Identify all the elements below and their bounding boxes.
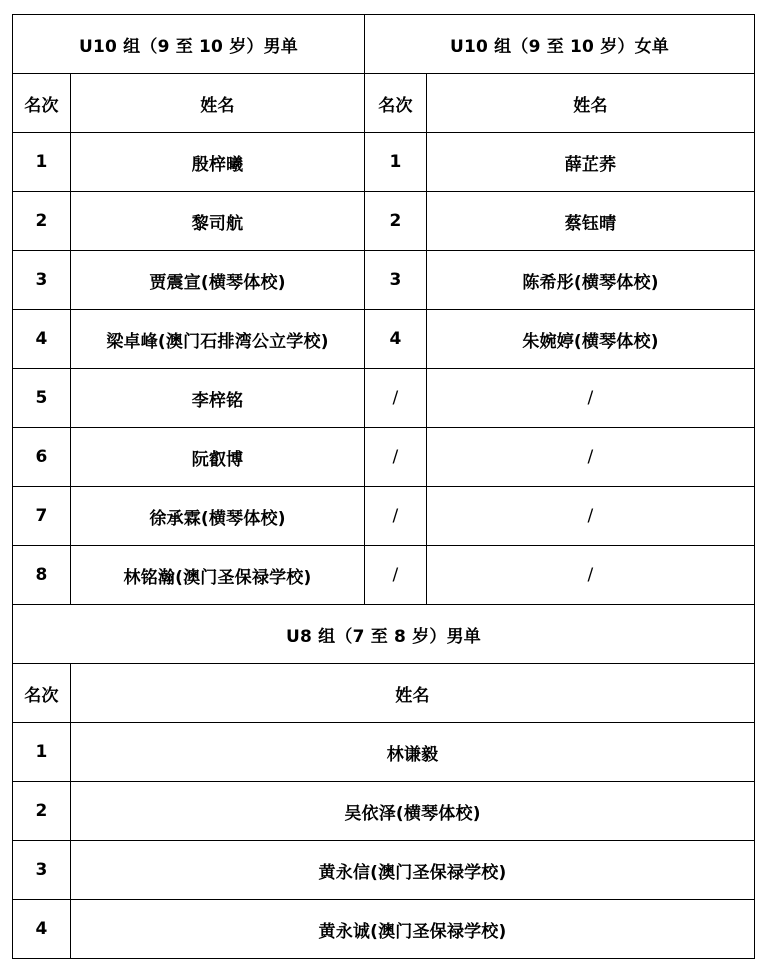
u8-rank: 3 [13, 841, 71, 900]
boy-name: 李梓铭 [71, 369, 365, 428]
u8-name: 林谦毅 [71, 723, 755, 782]
girl-name: / [427, 546, 755, 605]
girl-rank: / [365, 487, 427, 546]
boy-rank: 8 [13, 546, 71, 605]
u8-header-row [13, 664, 755, 723]
girl-name: 蔡钰晴 [427, 192, 755, 251]
girl-name: / [427, 369, 755, 428]
u8-rank-header: 名次 [13, 664, 71, 723]
boy-rank: 7 [13, 487, 71, 546]
u8-rank: 1 [13, 723, 71, 782]
girl-name: 薛芷荞 [427, 133, 755, 192]
table-row [13, 546, 755, 605]
boy-name: 殷梓曦 [71, 133, 365, 192]
u8-title-row [13, 605, 755, 664]
boy-rank: 3 [13, 251, 71, 310]
girl-name: / [427, 428, 755, 487]
boys-name-header: 姓名 [71, 74, 365, 133]
table-row [13, 192, 755, 251]
girl-rank: 2 [365, 192, 427, 251]
girl-rank: 1 [365, 133, 427, 192]
girls-name-header: 姓名 [427, 74, 755, 133]
u10-header-row [13, 74, 755, 133]
girl-rank: 4 [365, 310, 427, 369]
girls-rank-header: 名次 [365, 74, 427, 133]
girl-rank: / [365, 428, 427, 487]
boy-name: 阮叡博 [71, 428, 365, 487]
u10-girls-title: U10 组（9 至 10 岁）女单 [365, 15, 755, 74]
girl-rank: 3 [365, 251, 427, 310]
table-row [13, 841, 755, 900]
girl-rank: / [365, 546, 427, 605]
table-row [13, 369, 755, 428]
table-row [13, 487, 755, 546]
girl-name: 陈希彤(横琴体校) [427, 251, 755, 310]
u10-title-row [13, 15, 755, 74]
u8-name: 黄永诚(澳门圣保禄学校) [71, 900, 755, 959]
boy-name: 林铭瀚(澳门圣保禄学校) [71, 546, 365, 605]
boy-rank: 6 [13, 428, 71, 487]
u8-title: U8 组（7 至 8 岁）男单 [13, 605, 755, 664]
girl-name: 朱婉婷(横琴体校) [427, 310, 755, 369]
table-row [13, 900, 755, 959]
boy-name: 贾震宣(横琴体校) [71, 251, 365, 310]
u8-name: 黄永信(澳门圣保禄学校) [71, 841, 755, 900]
table-row [13, 251, 755, 310]
table-row [13, 428, 755, 487]
table-row [13, 782, 755, 841]
boy-rank: 5 [13, 369, 71, 428]
boy-rank: 4 [13, 310, 71, 369]
boy-rank: 2 [13, 192, 71, 251]
girl-name: / [427, 487, 755, 546]
table-row [13, 133, 755, 192]
u8-name: 吴依泽(横琴体校) [71, 782, 755, 841]
boy-name: 梁卓峰(澳门石排湾公立学校) [71, 310, 365, 369]
u8-name-header: 姓名 [71, 664, 755, 723]
u8-rank: 4 [13, 900, 71, 959]
boys-rank-header: 名次 [13, 74, 71, 133]
table-row [13, 310, 755, 369]
boy-name: 徐承霖(横琴体校) [71, 487, 365, 546]
u8-rank: 2 [13, 782, 71, 841]
results-table [12, 14, 755, 959]
table-row [13, 723, 755, 782]
boy-name: 黎司航 [71, 192, 365, 251]
u10-boys-title: U10 组（9 至 10 岁）男单 [13, 15, 365, 74]
boy-rank: 1 [13, 133, 71, 192]
girl-rank: / [365, 369, 427, 428]
